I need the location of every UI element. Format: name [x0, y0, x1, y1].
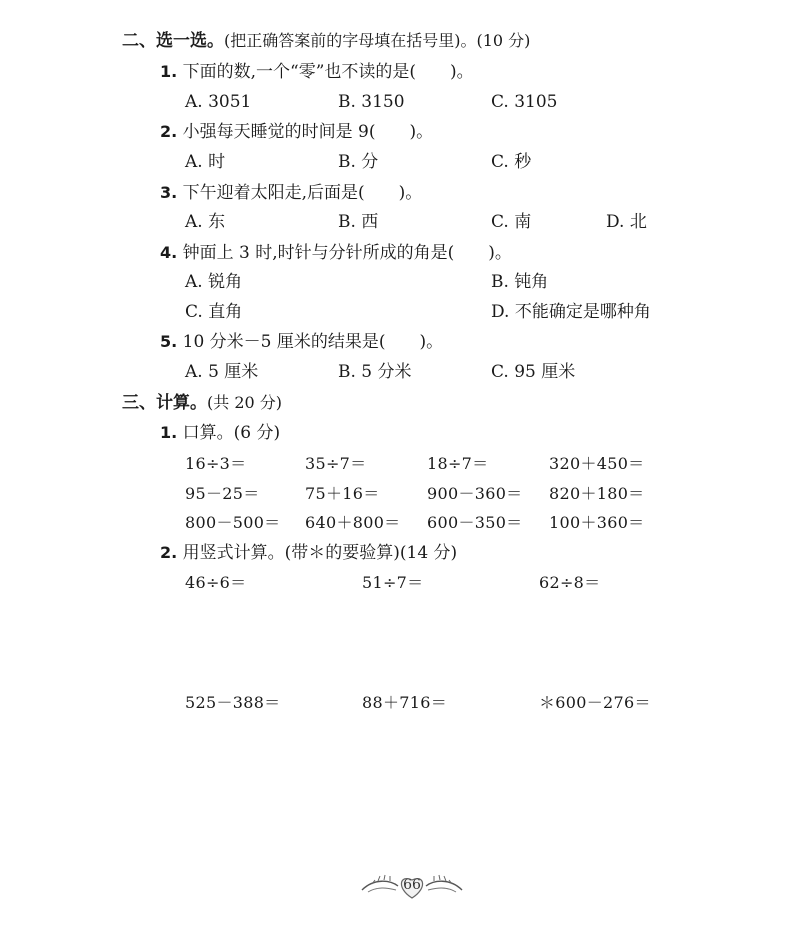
option: C. 3105: [491, 92, 558, 112]
question-text: 下午迎着太阳走,后面是( )。: [182, 183, 423, 203]
section2-header: [122, 31, 530, 51]
question-3: [160, 183, 422, 203]
question-text: 小强每天睡觉的时间是 9( )。: [182, 122, 434, 142]
part-text: 口算。(6 分): [182, 423, 281, 443]
section3-title: 三、计算。: [122, 393, 207, 413]
part-2-heading: [160, 543, 457, 563]
option: B. 3150: [338, 92, 405, 112]
option: B. 分: [338, 152, 379, 172]
vertical-calc: 51÷7＝: [362, 573, 424, 592]
mental-calc: 820＋180＝: [549, 484, 645, 503]
question-number: 4.: [160, 243, 178, 262]
mental-calc: 600－350＝: [427, 513, 523, 532]
vertical-calc: ＊600－276＝: [539, 693, 651, 712]
question-text: 下面的数,一个“零”也不读的是( )。: [182, 62, 474, 82]
vertical-calc: 525－388＝: [185, 693, 281, 712]
question-4: [160, 243, 512, 263]
question-number: 5.: [160, 332, 178, 351]
mental-calc: 16÷3＝: [185, 454, 247, 473]
option: A. 时: [185, 152, 226, 172]
page-footer: [360, 868, 464, 904]
page-number: 66: [403, 877, 421, 893]
option: C. 秒: [491, 152, 532, 172]
vertical-calc: 62÷8＝: [539, 573, 601, 592]
vertical-calc: 88＋716＝: [362, 693, 447, 712]
mental-calc: 800－500＝: [185, 513, 281, 532]
option: C. 直角: [185, 302, 243, 322]
mental-calc: 75＋16＝: [305, 484, 380, 503]
part-number: 2.: [160, 543, 178, 562]
question-number: 1.: [160, 62, 178, 81]
option: A. 锐角: [185, 272, 243, 292]
option: A. 东: [185, 212, 226, 232]
mental-calc: 95－25＝: [185, 484, 260, 503]
question-2: [160, 122, 433, 142]
vertical-calc: 46÷6＝: [185, 573, 247, 592]
mental-calc: 640＋800＝: [305, 513, 401, 532]
mental-calc: 35÷7＝: [305, 454, 367, 473]
part-number: 1.: [160, 423, 178, 442]
option: C. 95 厘米: [491, 362, 576, 382]
section3-header: [122, 393, 282, 413]
section2-title: 二、选一选。: [122, 31, 224, 51]
question-5: [160, 332, 443, 352]
question-number: 2.: [160, 122, 178, 141]
option: D. 不能确定是哪种角: [491, 302, 651, 322]
option: B. 钝角: [491, 272, 549, 292]
option: A. 3051: [185, 92, 252, 112]
section3-note: (共 20 分): [207, 393, 283, 412]
mental-calc: 900－360＝: [427, 484, 523, 503]
option: A. 5 厘米: [185, 362, 259, 382]
section2-note: (把正确答案前的字母填在括号里)。(10 分): [224, 31, 531, 50]
mental-calc: 100＋360＝: [549, 513, 645, 532]
question-1: [160, 62, 474, 82]
part-text: 用竖式计算。(带＊的要验算)(14 分): [182, 543, 458, 563]
part-1-heading: [160, 423, 280, 443]
mental-calc: 18÷7＝: [427, 454, 489, 473]
question-text: 钟面上 3 时,时针与分针所成的角是( )。: [182, 243, 512, 263]
option: D. 北: [606, 212, 647, 232]
option: B. 5 分米: [338, 362, 412, 382]
option: B. 西: [338, 212, 379, 232]
question-text: 10 分米－5 厘米的结果是( )。: [182, 332, 444, 352]
option: C. 南: [491, 212, 532, 232]
mental-calc: 320＋450＝: [549, 454, 645, 473]
question-number: 3.: [160, 183, 178, 202]
